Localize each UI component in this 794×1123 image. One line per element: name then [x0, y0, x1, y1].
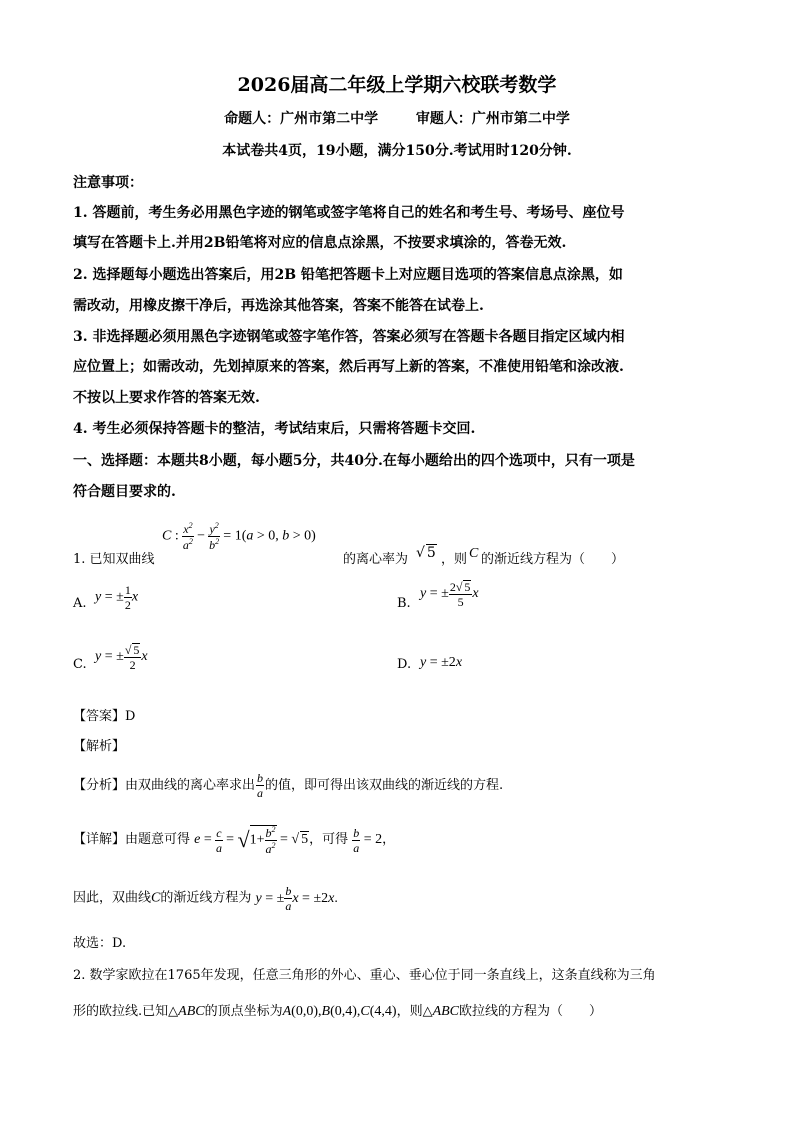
notice-heading: 注意事项： — [73, 175, 143, 191]
notice-line: 3. 非选择题必须用黑色字迹钢笔或签字笔作答，答案必须写在答题卡各题目指定区域内相 — [73, 329, 625, 345]
detail-line: 【详解】由题意可得 e = $\frac{c}{a}$ = √1+ $\frac{b^2}{a^2}$ = √ 5，可得 $\frac{b}{a}$ = 2， — [73, 825, 396, 856]
triangle-abc-2: ABC — [432, 1004, 460, 1019]
eccentricity-formula: e = $\frac{c}{a}$ = √1+ $\frac{b^2}{a^2}$ = √ 5 — [194, 825, 309, 856]
fenxi-pre: 由双曲线的离心率求出 — [125, 778, 256, 793]
option-d-formula: y = ±2x — [420, 655, 463, 670]
option-b-label: B. — [397, 596, 411, 611]
therefore-line — [73, 885, 338, 912]
analysis-label: 【解析】 — [73, 739, 126, 754]
q1-sqrt5: √ 5 — [416, 545, 436, 561]
conclusion: 故选：D. — [73, 936, 127, 951]
option-a-label: A. — [73, 596, 87, 611]
detail-mid: ，可得 — [309, 832, 349, 848]
answer-value: D — [125, 709, 136, 724]
option-a-formula: y = ± $\frac{1}{2}$ x — [95, 583, 139, 612]
notice-line: 填写在答题卡上.并用2B铅笔将对应的信息点涂黑，不按要求填涂的，答卷无效. — [73, 235, 567, 251]
page-title: 2026届高二年级上学期六校联考数学 — [237, 74, 557, 96]
triangle-abc: ABC — [178, 1004, 205, 1019]
section-heading: 一、选择题：本题共8小题，每小题5分，共40分.在每小题给出的四个选项中，只有一项是 — [73, 453, 635, 469]
therefore-pre: 因此，双曲线 — [73, 890, 152, 906]
exam-info: 本试卷共4页，19小题，满分150分.考试用时120分钟. — [222, 143, 572, 159]
q2-line2 — [73, 1000, 602, 1020]
asymptote-formula: y = ± $\frac{b}{a}$ x = ±2x. — [255, 884, 338, 913]
q2-line2-mid1: 的顶点坐标为 — [204, 1004, 283, 1019]
authors-line — [0, 108, 794, 128]
vertex-coordinates: A(0,0),B(0,4),C(4,4) — [282, 1004, 397, 1019]
q2-line2-mid2: ，则△ — [396, 1004, 433, 1019]
detail-label: 【详解】 — [73, 832, 126, 848]
fenxi-label: 【分析】 — [73, 778, 126, 793]
detail-pre: 由题意可得 — [125, 832, 191, 848]
notice-line: 4. 考生必须保持答题卡的整洁，考试结束后，只需将答题卡交回. — [73, 421, 476, 437]
therefore-mid: 的渐近线方程为 — [160, 890, 252, 906]
q1-c-symbol: C — [469, 546, 479, 561]
reviewer-label: 审题人： — [415, 111, 472, 127]
answer-label: 【答案】 — [73, 709, 126, 724]
section-heading-cont: 符合题目要求的. — [73, 484, 176, 500]
option-b-formula: y = ± $\frac{2√ 5}{5}$ x — [420, 580, 479, 609]
notice-line: 需改动，用橡皮擦干净后，再选涂其他答案，答案不能答在试卷上. — [73, 298, 484, 314]
notice-line: 应位置上；如需改动，先划掉原来的答案，然后再写上新的答案，不准使用铅笔和涂改液. — [73, 359, 624, 375]
q1-end: 的渐近线方程为（ ） — [481, 552, 625, 567]
b-over-a: $\frac{b}{a}$ — [257, 771, 264, 800]
setter-label: 命题人： — [224, 111, 281, 127]
option-c-formula: y = ± $\frac{√ 5}{2}$ x — [95, 643, 148, 672]
q1-prefix: 1. 已知双曲线 — [73, 552, 155, 567]
q1-suffix: ，则 — [441, 552, 468, 567]
q2-line2-pre: 形的欧拉线.已知△ — [73, 1004, 179, 1019]
reviewer-name: 广州市第二中学 — [471, 111, 570, 127]
q2-line2-end: 欧拉线的方程为（ ） — [459, 1004, 603, 1019]
answer-line — [73, 705, 135, 724]
option-c-label: C. — [73, 657, 87, 672]
notice-line: 2. 选择题每小题选出答案后，用2B 铅笔把答题卡上对应题目选项的答案信息点涂黑，如 — [73, 267, 623, 283]
fenxi-post: 的值，即可得出该双曲线的渐近线的方程. — [265, 778, 504, 793]
fenxi-line — [73, 772, 503, 799]
option-d-label: D. — [397, 657, 412, 672]
notice-line: 不按以上要求作答的答案无效. — [73, 390, 260, 406]
q1-mid: 的离心率为 — [343, 552, 409, 567]
notice-line: 1. 答题前，考生务必用黑色字迹的钢笔或签字笔将自己的姓名和考生号、考场号、座位号 — [73, 205, 625, 221]
c-symbol: C — [151, 890, 161, 906]
ratio-formula: $\frac{b}{a}$ = 2 — [353, 825, 383, 855]
q1-hyperbola-formula: C : $\frac{x^2}{a^2}$ − $\frac{y^2}{b^2}$ = 1(a > 0, b > 0) — [162, 521, 316, 552]
q2-line1: 2. 数学家欧拉在1765年发现，任意三角形的外心、重心、垂心位于同一条直线上，这条直线称为三角 — [73, 968, 656, 983]
setter-name: 广州市第二中学 — [280, 111, 379, 127]
